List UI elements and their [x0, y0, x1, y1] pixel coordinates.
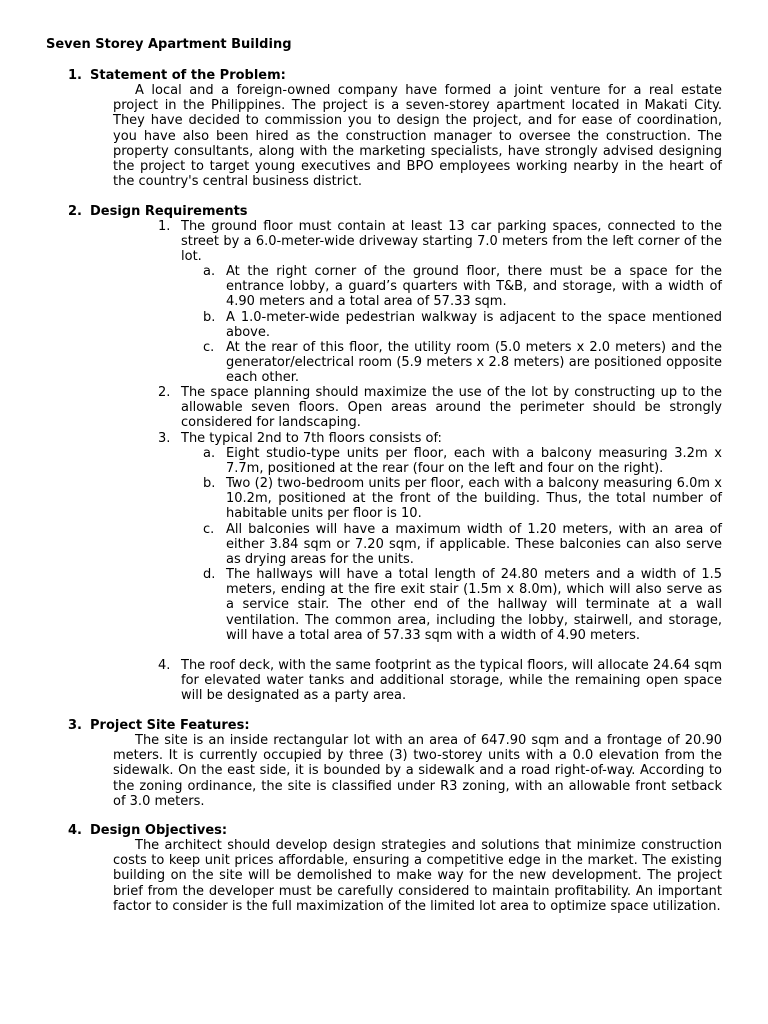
list-text: The ground floor must contain at least 13 car parking spaces, connected to the street by a 6.0-meter-wide driveway starting 7.0 meters from the left corner of the lot.	[181, 219, 722, 265]
list-number: 4.	[158, 658, 171, 673]
list-item-space-planning	[158, 385, 722, 431]
list-text: The typical 2nd to 7th floors consists of:	[181, 431, 442, 446]
sub-letter: a.	[203, 446, 216, 461]
sub-text: Two (2) two-bedroom units per floor, each with a balcony measuring 6.0m x 10.2m, positioned at the front of the building. Thus, the total number of habitable units per floor is 10.	[226, 476, 722, 522]
sub-letter: a.	[203, 264, 216, 279]
list-text: The space planning should maximize the use of the lot by constructing up to the allowable seven floors. Open areas around the perimeter should be strongly considered for landscaping.	[181, 385, 722, 431]
sub-item-walkway	[203, 310, 722, 340]
sub-text: At the right corner of the ground floor, there must be a space for the entrance lobby, a guard’s quarters with T&B, and storage, with a width of 4.90 meters and a total area of 57.33 sqm.	[226, 264, 722, 310]
list-item-roof-deck	[158, 658, 722, 704]
list-item-typical-floors	[158, 431, 722, 446]
sub-text: A 1.0-meter-wide pedestrian walkway is adjacent to the space mentioned above.	[226, 310, 722, 341]
section-number: 4.	[68, 823, 82, 838]
sub-letter: b.	[203, 310, 216, 325]
section-number: 1.	[68, 68, 82, 83]
sub-item-two-bedroom	[203, 476, 722, 522]
sub-letter: c.	[203, 340, 215, 355]
section-heading-requirements	[68, 204, 248, 220]
sub-letter: d.	[203, 567, 216, 582]
section-title: Design Objectives:	[90, 823, 228, 838]
sub-letter: c.	[203, 522, 215, 537]
sub-text: All balconies will have a maximum width of 1.20 meters, with an area of either 3.84 sqm or 7.20 sqm, if applicable. These balconies can also serve as drying areas for the units.	[226, 522, 722, 568]
section-heading-site	[68, 718, 250, 734]
sub-text: The hallways will have a total length of 24.80 meters and a width of 1.5 meters, ending at the fire exit stair (1.5m x 8.0m), which will also serve as a service stair. The other end of the hallway will terminate at a wall ventilation. The common area, including the lobby, stairwell, and storage, will have a total area of 57.33 sqm with a width of 4.90 meters.	[226, 567, 722, 643]
section-number: 2.	[68, 204, 82, 219]
sub-item-studio-units	[203, 446, 722, 476]
section-title: Project Site Features:	[90, 718, 250, 733]
section-heading-objectives	[68, 823, 227, 839]
section-paragraph-problem: A local and a foreign-owned company have formed a joint venture for a real estate project in the Philippines. The project is a seven-storey apartment located in Makati City. They have decided to commission you to design the project, and for ease of coordination, you have also been hired as the construction manager to oversee the construction. The property consultants, along with the marketing specialists, have strongly advised designing the project to target young executives and BPO employees working nearby in the heart of the country's central business district.	[113, 83, 722, 190]
section-number: 3.	[68, 718, 82, 733]
sub-text: At the rear of this floor, the utility room (5.0 meters x 2.0 meters) and the generator/electrical room (5.9 meters x 2.8 meters) are positioned opposite each other.	[226, 340, 722, 386]
sub-letter: b.	[203, 476, 216, 491]
list-text: The roof deck, with the same footprint as the typical floors, will allocate 24.64 sqm for elevated water tanks and additional storage, while the remaining open space will be designated as a party area.	[181, 658, 722, 704]
document-title: Seven Storey Apartment Building	[46, 37, 292, 52]
section-title: Statement of the Problem:	[90, 68, 286, 83]
list-number: 1.	[158, 219, 171, 234]
section-title: Design Requirements	[90, 204, 248, 219]
sub-item-hallways	[203, 567, 722, 643]
list-number: 3.	[158, 431, 171, 446]
sub-item-balconies	[203, 522, 722, 568]
section-heading-problem	[68, 68, 286, 84]
section-paragraph-site: The site is an inside rectangular lot with an area of 647.90 sqm and a frontage of 20.90 meters. It is currently occupied by three (3) two-storey units with a 0.0 elevation from the sidewalk. On the east side, it is bounded by a sidewalk and a road right-of-way. According to the zoning ordinance, the site is classified under R3 zoning, with an allowable front setback of 3.0 meters.	[113, 733, 722, 809]
sub-item-utility-room	[203, 340, 722, 386]
sub-text: Eight studio-type units per floor, each with a balcony measuring 3.2m x 7.7m, positioned at the rear (four on the left and four on the right).	[226, 446, 722, 477]
list-item-ground-floor	[158, 219, 722, 265]
sub-item-lobby	[203, 264, 722, 310]
section-paragraph-objectives: The architect should develop design strategies and solutions that minimize construction costs to keep unit prices affordable, ensuring a competitive edge in the market. The existing building on the site will be demolished to make way for the new development. The project brief from the developer must be carefully considered to maintain profitability. An important factor to consider is the full maximization of the limited lot area to optimize space utilization.	[113, 838, 722, 914]
list-number: 2.	[158, 385, 171, 400]
